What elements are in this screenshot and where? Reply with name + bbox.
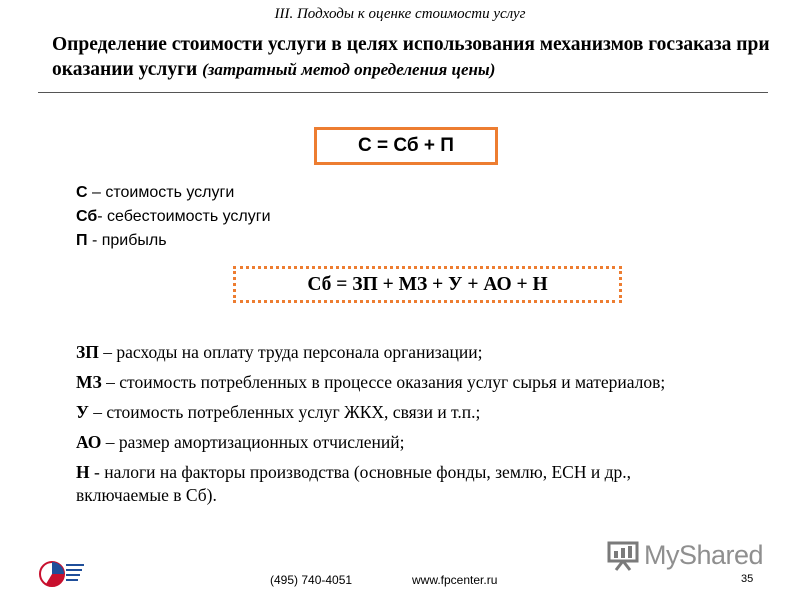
definition-term: Сб (76, 208, 98, 225)
formula-price-box: С = Сб + П (314, 127, 498, 165)
section-heading: III. Подходы к оценке стоимости услуг (274, 6, 526, 22)
definition-text: – стоимость потребленных услуг ЖКХ, связи и т.п.; (88, 402, 481, 422)
definition-item (76, 431, 716, 454)
footer-phone: (495) 740-4051 (270, 573, 353, 587)
formula-cost-box: Сб = ЗП + МЗ + У + АО + Н (233, 266, 622, 303)
fpcenter-logo-icon (38, 552, 86, 597)
slide-title (52, 32, 772, 82)
page-number: 35 (741, 573, 754, 585)
definition-item (76, 461, 716, 507)
definition-term: МЗ (76, 372, 102, 392)
myshared-watermark (606, 538, 763, 572)
cost-definitions (76, 341, 716, 514)
definition-term: С (76, 184, 88, 201)
price-definitions (76, 181, 271, 253)
definition-item (76, 401, 716, 424)
definition-term: У (76, 402, 89, 422)
footer-website[interactable]: www.fpcenter.ru (412, 573, 498, 587)
watermark-text: MyShared (644, 539, 764, 570)
definition-item (76, 341, 716, 364)
definition-text: – размер амортизационных отчислений; (101, 432, 405, 452)
definition-term: АО (76, 432, 102, 452)
definition-text: – стоимость услуги (87, 184, 235, 201)
definition-text: – расходы на оплату труда персонала организации; (98, 342, 483, 362)
title-divider (38, 92, 768, 93)
presentation-board-icon (606, 538, 640, 572)
definition-item (76, 205, 271, 229)
title-sub: (затратный метод определения цены) (202, 60, 496, 79)
title-main: Определение стоимости услуги в целях использования механизмов госзаказа при оказании услуги (52, 34, 770, 80)
definition-text: - прибыль (87, 232, 167, 249)
definition-term: Н (76, 462, 90, 482)
definition-item (76, 181, 271, 205)
definition-item (76, 371, 716, 394)
definition-text: – стоимость потребленных в процессе оказания услуг сырья и материалов; (101, 372, 666, 392)
definition-item (76, 229, 271, 253)
definition-term: П (76, 232, 88, 249)
definition-text: - налоги на факторы производства (основные фонды, землю, ЕСН и др., включаемые в Сб). (76, 462, 631, 505)
definition-term: ЗП (76, 342, 99, 362)
definition-text: - себестоимость услуги (97, 208, 271, 225)
